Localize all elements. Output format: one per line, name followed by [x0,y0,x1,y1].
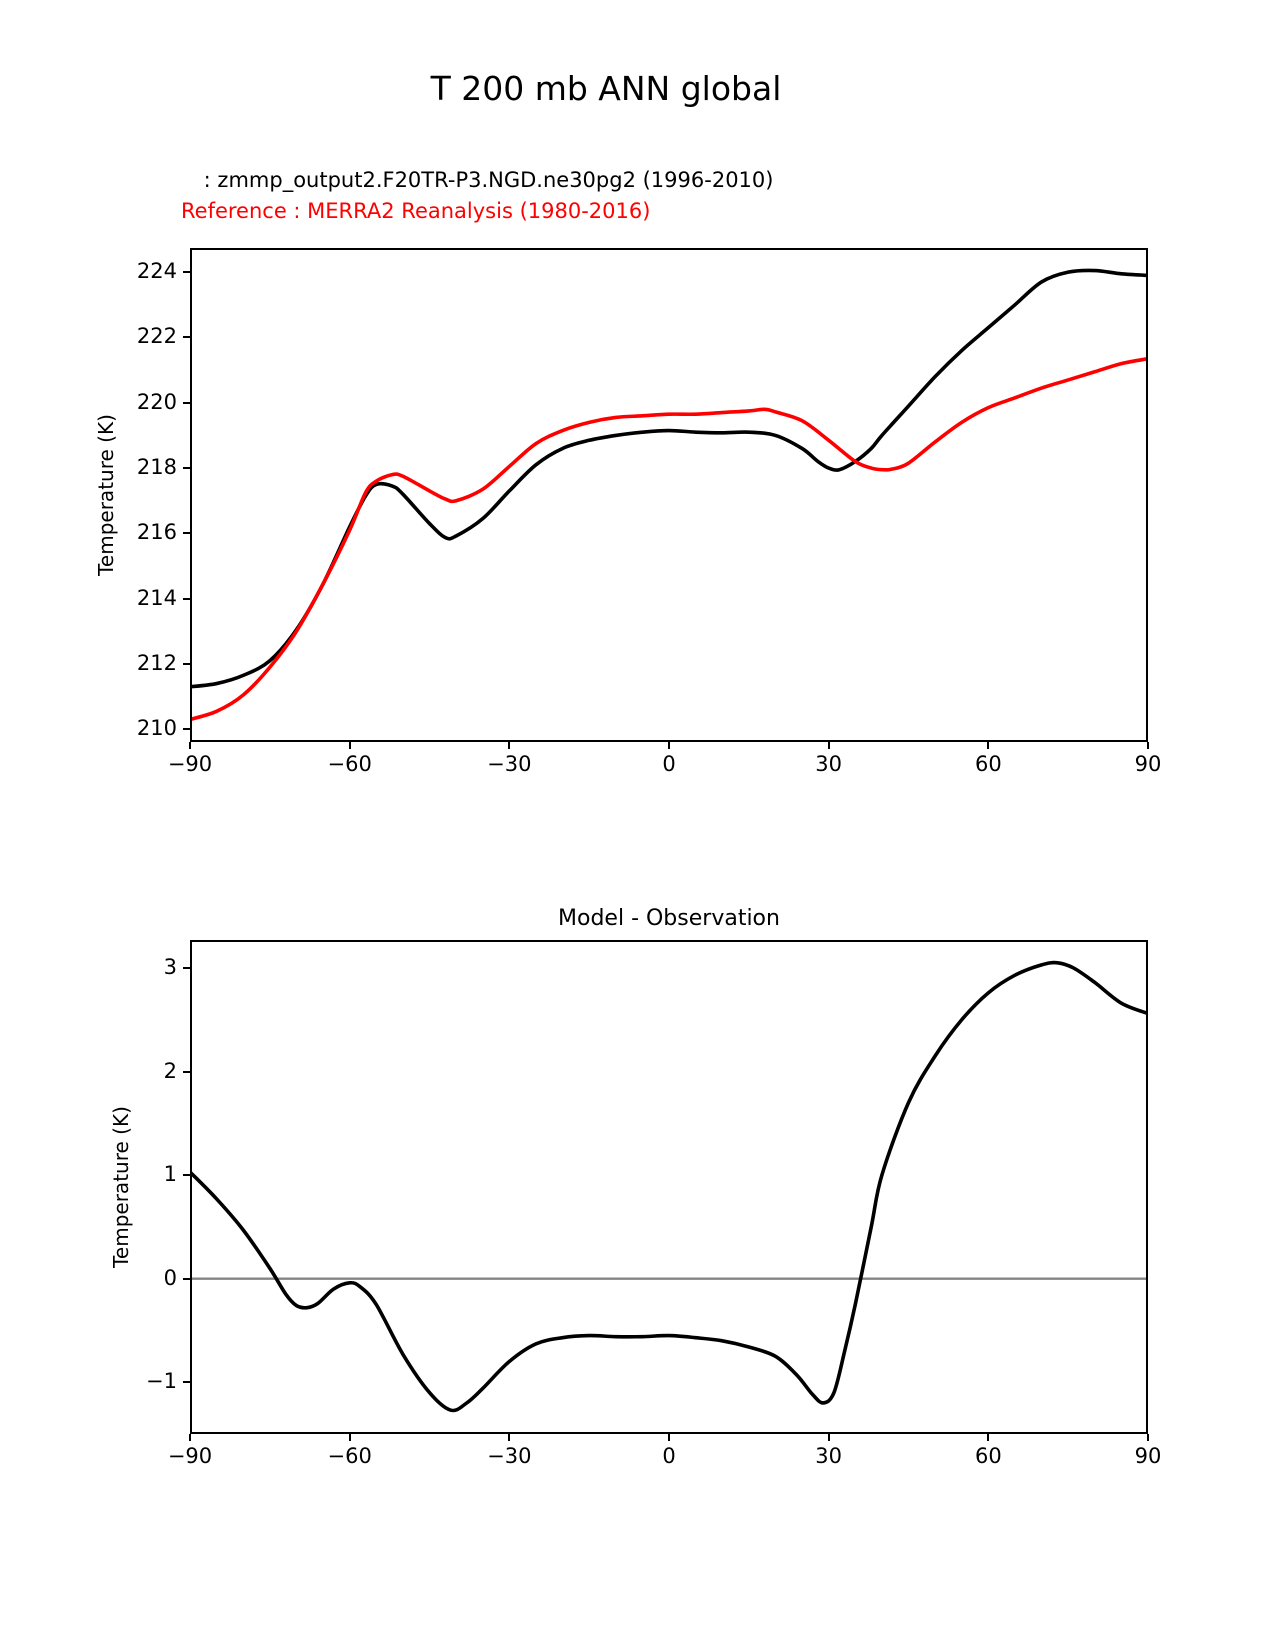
series-line [190,270,1148,686]
y-tick-label: 3 [163,955,177,980]
y-tick-label: −1 [146,1369,177,1394]
top-chart-y-axis-label: Temperature (K) [94,414,118,576]
y-tick-mark [183,402,190,404]
x-tick-label: 30 [815,1444,843,1468]
x-tick-mark [668,742,670,749]
y-tick-mark [183,1174,190,1176]
y-tick-label: 218 [136,455,177,480]
x-tick-mark [349,742,351,749]
x-tick-label: 90 [1134,752,1162,776]
x-tick-label: −90 [167,1444,213,1468]
y-tick-mark [183,1278,190,1280]
x-tick-label: 30 [815,752,843,776]
x-tick-mark [1147,742,1149,749]
y-tick-label: 224 [136,259,177,284]
y-tick-mark [183,467,190,469]
y-tick-label: 214 [136,585,177,610]
x-tick-mark [508,742,510,749]
legend-reference-label: Reference : MERRA2 Reanalysis (1980-2016) [181,199,651,223]
y-tick-mark [183,271,190,273]
x-tick-mark [189,1434,191,1441]
x-tick-label: 60 [974,752,1002,776]
series-line [190,963,1148,1411]
y-tick-label: 222 [136,324,177,349]
x-tick-mark [1147,1434,1149,1441]
x-tick-label: −60 [327,752,372,776]
x-tick-mark [828,742,830,749]
axes-frame [191,249,1147,741]
y-tick-mark [183,728,190,730]
top-chart [136,248,1162,776]
bottom-chart-title: Model - Observation [558,906,780,931]
x-tick-label: 0 [662,752,676,776]
x-tick-mark [508,1434,510,1441]
series-line [190,359,1148,720]
plot-area [190,940,1148,1434]
page-title: T 200 mb ANN global [430,69,782,108]
y-tick-label: 0 [163,1265,177,1290]
y-tick-mark [183,967,190,969]
x-tick-mark [987,1434,989,1441]
y-tick-label: 216 [136,520,177,545]
x-tick-label: 0 [662,1444,676,1468]
y-tick-mark [183,336,190,338]
x-tick-mark [987,742,989,749]
y-tick-label: 212 [136,651,177,676]
y-tick-mark [183,663,190,665]
x-tick-label: 90 [1134,1444,1162,1468]
y-tick-mark [183,598,190,600]
y-tick-mark [183,1381,190,1383]
y-tick-label: 2 [163,1058,177,1083]
y-tick-label: 210 [136,716,177,741]
legend-model-label: : zmmp_output2.F20TR-P3.NGD.ne30pg2 (1996-2010) [197,168,774,192]
y-tick-mark [183,532,190,534]
bottom-chart [146,940,1162,1468]
plot-area [190,248,1148,742]
axes-frame [191,941,1147,1433]
y-tick-label: 1 [163,1162,177,1187]
x-tick-mark [668,1434,670,1441]
x-tick-mark [189,742,191,749]
x-tick-label: −30 [487,1444,532,1468]
x-tick-label: −90 [167,752,213,776]
x-tick-label: 60 [974,1444,1002,1468]
y-tick-label: 220 [136,389,177,414]
x-tick-mark [828,1434,830,1441]
x-tick-label: −30 [487,752,532,776]
bottom-chart-y-axis-label: Temperature (K) [109,1106,133,1268]
y-tick-mark [183,1071,190,1073]
x-tick-mark [349,1434,351,1441]
x-tick-label: −60 [327,1444,372,1468]
